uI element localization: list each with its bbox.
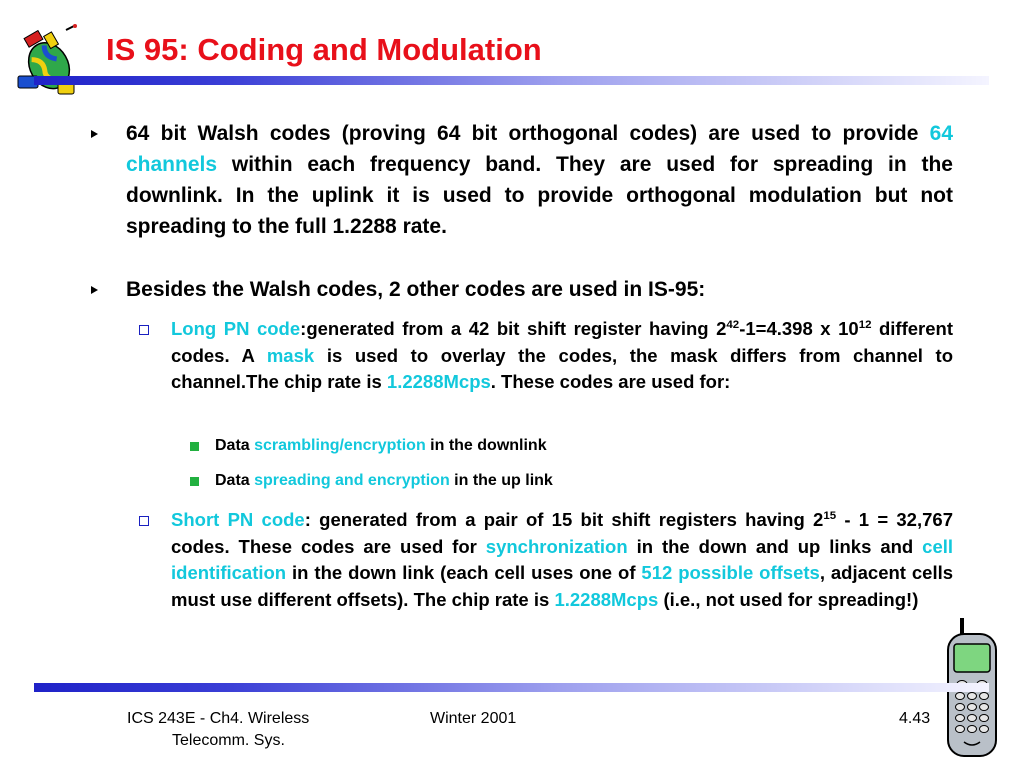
footer-term: Winter 2001 xyxy=(430,710,517,727)
sub-bullet-long-pn-code: Long PN code:generated from a 42 bit shift register having $2^{42}-1=4.398$ x $10^{12}$ different codes. A mask is used to overlay the codes, the mask differs from channel to channel.The chip rate is 1.2288Mcps. These codes are used for: xyxy=(171,318,954,392)
footer-page-number: 4.43 xyxy=(899,710,931,727)
slide-title: IS 95: Coding and Modulation xyxy=(106,32,542,67)
highlight-long-pn-code: Long PN code xyxy=(171,318,301,339)
highlight-synchronization: synchronization xyxy=(485,535,628,557)
bullet-walsh-codes: 64 bit Walsh codes (proving 64 bit orthogonal codes) are used to provide 64 channels within each frequency band. They are used for spreading in the downlink. In the uplink it is used to provide orthogonal modulation but not spreading to the full 1.2288 rate. xyxy=(126,122,953,238)
hollow-square-bullet-icon xyxy=(139,325,149,335)
sub-sub-bullet-uplink: Data spreading and encryption in the up link xyxy=(215,472,553,489)
globe-network-clipart-icon xyxy=(14,24,82,100)
sub-bullet-short-pn-code: Short PN code: generated from a pair of 15 bit shift registers having $2^{15} - 1 = 32,767$ codes. These codes are used for synchronization in the down and up links and cell identification in the down link (each cell uses one of 512 possible offsets, adjacent cells must use different offsets). The chip rate is 1.2288Mcps (i.e., not used for spreading!) xyxy=(171,509,954,610)
highlight-scrambling: scrambling/encryption xyxy=(254,437,426,454)
highlight-chip-rate-short: 1.2288Mcps xyxy=(554,588,659,610)
sub-sub-bullet-downlink: Data scrambling/encryption in the downlink xyxy=(215,437,547,454)
arrow-bullet-icon xyxy=(91,130,98,138)
highlight-mask: mask xyxy=(266,344,315,366)
title-divider-bar xyxy=(34,76,989,85)
footer-course: ICS 243E - Ch4. Wireless Telecomm. Sys. xyxy=(127,710,310,749)
arrow-bullet-icon xyxy=(91,286,98,294)
highlight-64-channels: 64 channels xyxy=(126,122,953,176)
bullet-other-codes: Besides the Walsh codes, 2 other codes are used in IS-95: xyxy=(126,278,706,301)
highlight-spreading-encryption: spreading and encryption xyxy=(254,472,450,489)
highlight-chip-rate: 1.2288Mcps xyxy=(386,371,491,392)
highlight-512-offsets: 512 possible offsets xyxy=(641,562,820,583)
footer-divider-bar xyxy=(34,683,989,692)
green-square-bullet-icon xyxy=(190,477,199,486)
hollow-square-bullet-icon xyxy=(139,516,149,526)
green-square-bullet-icon xyxy=(190,442,199,451)
highlight-short-pn-code: Short PN code xyxy=(171,509,305,530)
highlight-cell-identification: cell identification xyxy=(171,535,954,583)
